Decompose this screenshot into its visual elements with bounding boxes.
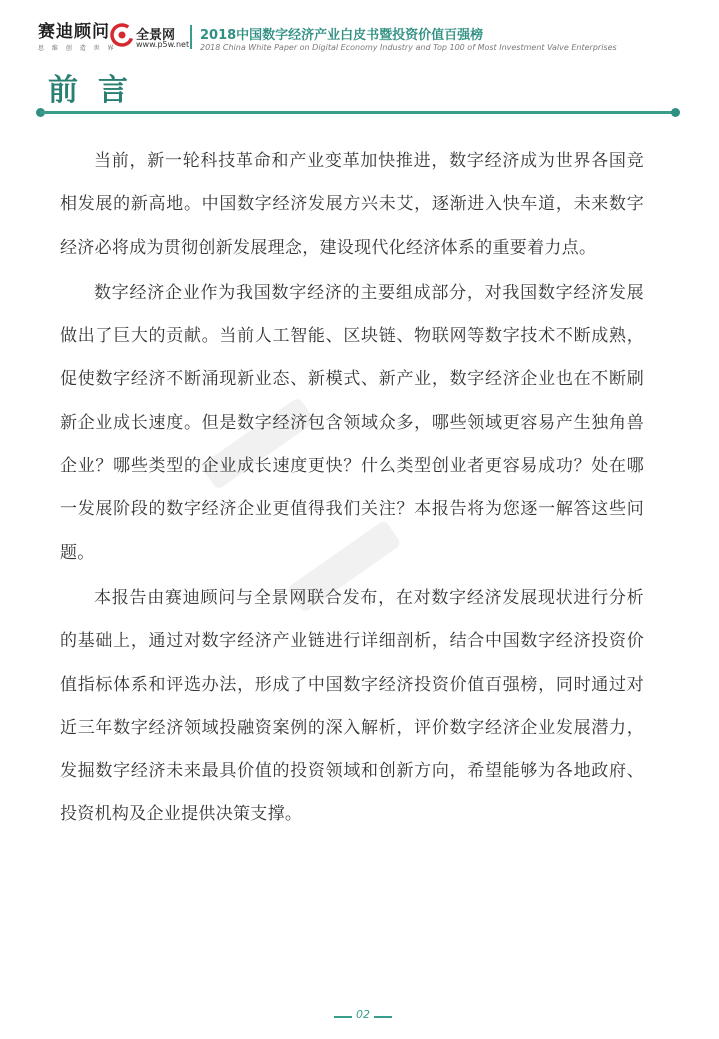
section-title: 前言	[48, 73, 148, 108]
p5w-logo-text: 全景网	[136, 28, 176, 43]
body-text	[60, 140, 644, 839]
page-footer	[0, 1008, 719, 1024]
footer-line-right	[374, 1016, 392, 1018]
ccid-logo	[38, 22, 117, 52]
title-rule	[40, 111, 676, 114]
rule-dot-right	[671, 108, 680, 117]
header-divider	[190, 25, 192, 49]
page-header	[0, 0, 719, 60]
paragraph-1: 当前，新一轮科技革命和产业变革加快推进，数字经济成为世界各国竞相发展的新高地。中国数字经济发展方兴未艾，逐渐进入快车道，未来数字经济必将成为贯彻创新发展理念，建设现代化经济体系的重要着力点。	[60, 151, 644, 258]
paragraph-3: 本报告由赛迪顾问与全景网联合发布，在对数字经济发展现状进行分析的基础上，通过对数字经济产业链进行详细剖析，结合中国数字经济投资价值指标体系和评选办法，形成了中国数字经济投资价值百强榜，同时通过对近三年数字经济领域投融资案例的深入解析，评价数字经济企业发展潜力，发掘数字经济未来最具价值的投资领域和创新方向，希望能够为各地政府、投资机构及企业提供决策支撑。	[60, 587, 644, 825]
p5w-url: www.p5w.net	[136, 40, 190, 49]
report-title-cn: 2018中国数字经济产业白皮书暨投资价值百强榜	[200, 28, 484, 43]
page-number: 02	[356, 1008, 370, 1021]
footer-line-left	[334, 1016, 352, 1018]
ccid-slogan: 思 维 创 造 世 界	[38, 45, 117, 52]
ccid-logo-text: 赛迪顾问	[38, 22, 110, 42]
paragraph-2: 数字经济企业作为我国数字经济的主要组成部分，对我国数字经济发展做出了巨大的贡献。当前人工智能、区块链、物联网等数字技术不断成熟，促使数字经济不断涌现新业态、新模式、新产业，数字经济企业也在不断刷新企业成长速度。但是数字经济包含领域众多，哪些领域更容易产生独角兽企业？哪些类型的企业成长速度更快？什么类型创业者更容易成功？处在哪一发展阶段的数字经济企业更值得我们关注？本报告将为您逐一解答这些问题。	[60, 282, 644, 563]
p5w-logo-icon	[110, 23, 134, 47]
report-title-en: 2018 China White Paper on Digital Economy Industry and Top 100 of Most Investment Valve Enterprises	[200, 43, 617, 52]
